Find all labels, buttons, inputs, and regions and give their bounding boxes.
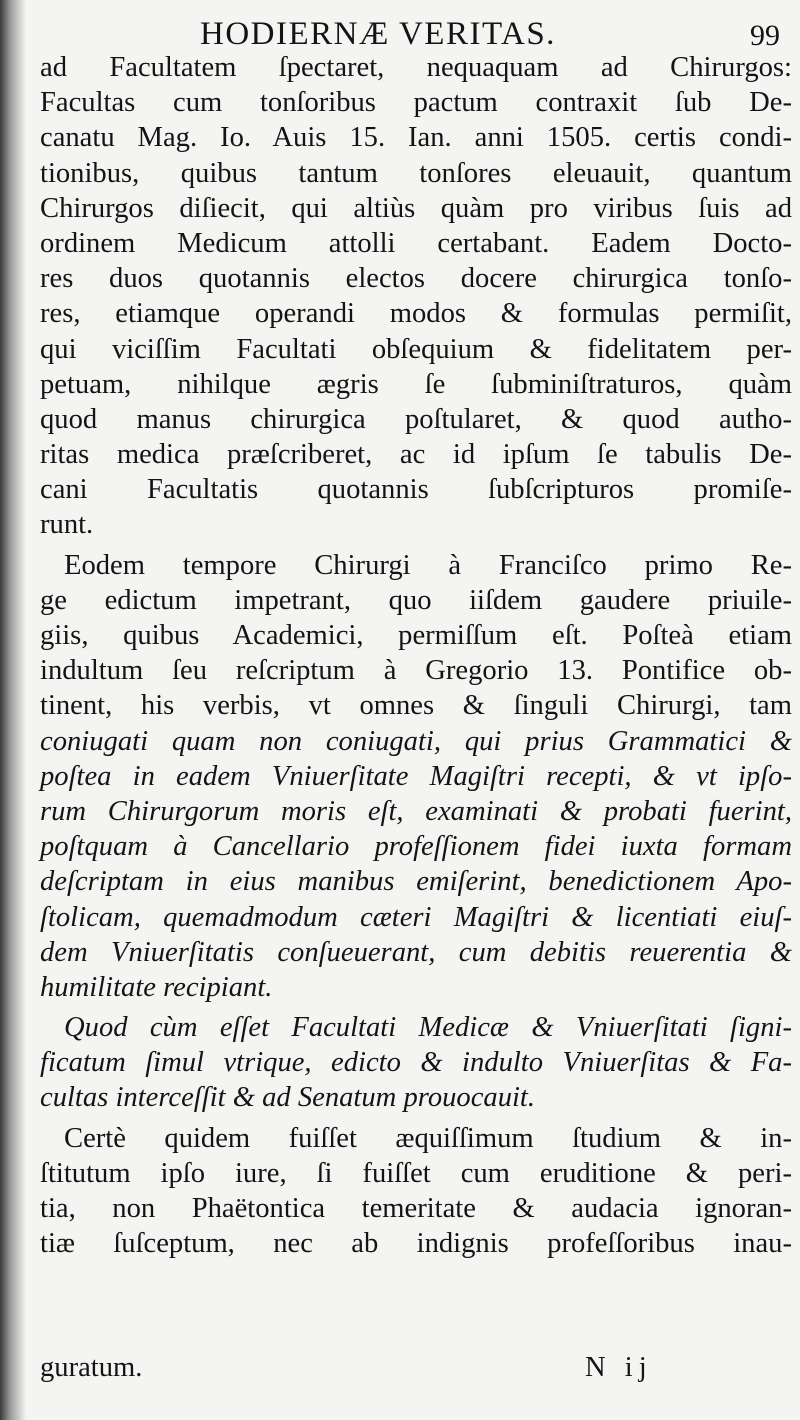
text-line: qui viciſſim Facultati obſequium & fidelitatem per- <box>40 333 792 365</box>
text-line: petuam, nihilque ægris ſe ſubminiſtraturos, quàm <box>40 368 792 400</box>
text-line: indultum ſeu reſcriptum à Gregorio 13. Pontifice ob- <box>40 655 792 687</box>
text-line: tinent, his verbis, vt omnes & ſinguli Chirurgi, tam <box>40 690 792 722</box>
text-line: Chirurgos diſiecit, qui altiùs quàm pro viribus ſuis ad <box>40 192 792 224</box>
text-line: Facultas cum tonſoribus pactum contraxit ſub De- <box>40 87 792 119</box>
text-line: ge edictum impetrant, quo iiſdem gaudere priuile- <box>40 584 792 616</box>
paragraph <box>40 50 792 543</box>
text-line: tia, non Phaëtontica temeritate & audacia ignoran- <box>40 1193 792 1224</box>
text-line: ad Facultatem ſpectaret, nequaquam ad Chirurgos: <box>40 52 792 83</box>
paragraph <box>40 548 792 1005</box>
text-line-italic: coniugati quam non coniugati, qui prius Grammatici & <box>40 725 792 757</box>
text-line-italic: cultas interceſſit & ad Senatum prouocauit. <box>40 1082 536 1114</box>
page-footer <box>40 1350 780 1390</box>
text-line: Eodem tempore Chirurgi à Franciſco primo Re- <box>64 549 792 581</box>
text-line: res duos quotannis electos docere chirurgica tonſo- <box>40 263 792 295</box>
page-body <box>40 50 792 1261</box>
running-title: HODIERNÆ VERITAS. <box>200 16 556 52</box>
text-line: tionibus, quibus tantum tonſores eleuauit, quantum <box>40 157 792 189</box>
text-line-italic: dem Vniuerſitatis conſueuerant, cum debitis reuerentia & <box>40 936 792 968</box>
paragraph <box>40 1121 792 1262</box>
text-line: ritas medica præſcriberet, ac id ipſum ſe tabulis De- <box>40 439 792 471</box>
text-line-italic: rum Chirurgorum moris eſt, examinati & probati fuerint, <box>40 795 792 827</box>
text-line: ordinem Medicum attolli certabant. Eadem Docto- <box>40 227 792 259</box>
text-line: runt. <box>40 509 94 541</box>
page-header <box>150 14 790 54</box>
text-line: cani Facultatis quotannis ſubſcripturos promiſe- <box>40 474 792 506</box>
text-line-italic: Quod cùm eſſet Facultati Medicæ & Vniuerſitati ſigni- <box>64 1012 792 1044</box>
text-line-italic: poſtquam à Cancellario profeſſionem fidei iuxta formam <box>40 831 792 863</box>
paragraph <box>40 1010 792 1116</box>
text-line-italic: humilitate recipiant. <box>40 971 273 1003</box>
signature-mark: N ij <box>585 1352 653 1383</box>
text-line-italic: ſtolicam, quemadmodum cæteri Magiſtri & licentiati eiuſ- <box>40 901 792 933</box>
text-line: giis, quibus Academici, permiſſum eſt. Poſteà etiam <box>40 620 792 651</box>
final-word: guratum. <box>40 1352 143 1383</box>
page-gutter-shadow <box>0 0 26 1420</box>
text-line: Certè quidem fuiſſet æquiſſimum ſtudium & in- <box>64 1122 792 1154</box>
text-line: res, etiamque operandi modos & formulas permiſit, <box>40 298 792 330</box>
text-line-italic: deſcriptam in eius manibus emiſerint, benedictionem Apo- <box>40 866 792 898</box>
text-line: canatu Mag. Io. Auis 15. Ian. anni 1505. certis condi- <box>40 122 792 154</box>
text-line: tiæ ſuſceptum, nec ab indignis profeſſoribus inau- <box>40 1228 792 1260</box>
text-line: quod manus chirurgica poſtularet, & quod autho- <box>40 403 792 435</box>
text-line: ſtitutum ipſo iure, ſi fuiſſet cum eruditione & peri- <box>40 1157 792 1189</box>
text-line-italic: poſtea in eadem Vniuerſitate Magiſtri recepti, & vt ipſo- <box>40 760 792 792</box>
text-line-italic: ficatum ſimul vtrique, edicto & indulto Vniuerſitas & Fa- <box>40 1047 792 1079</box>
page-number: 99 <box>750 19 780 52</box>
